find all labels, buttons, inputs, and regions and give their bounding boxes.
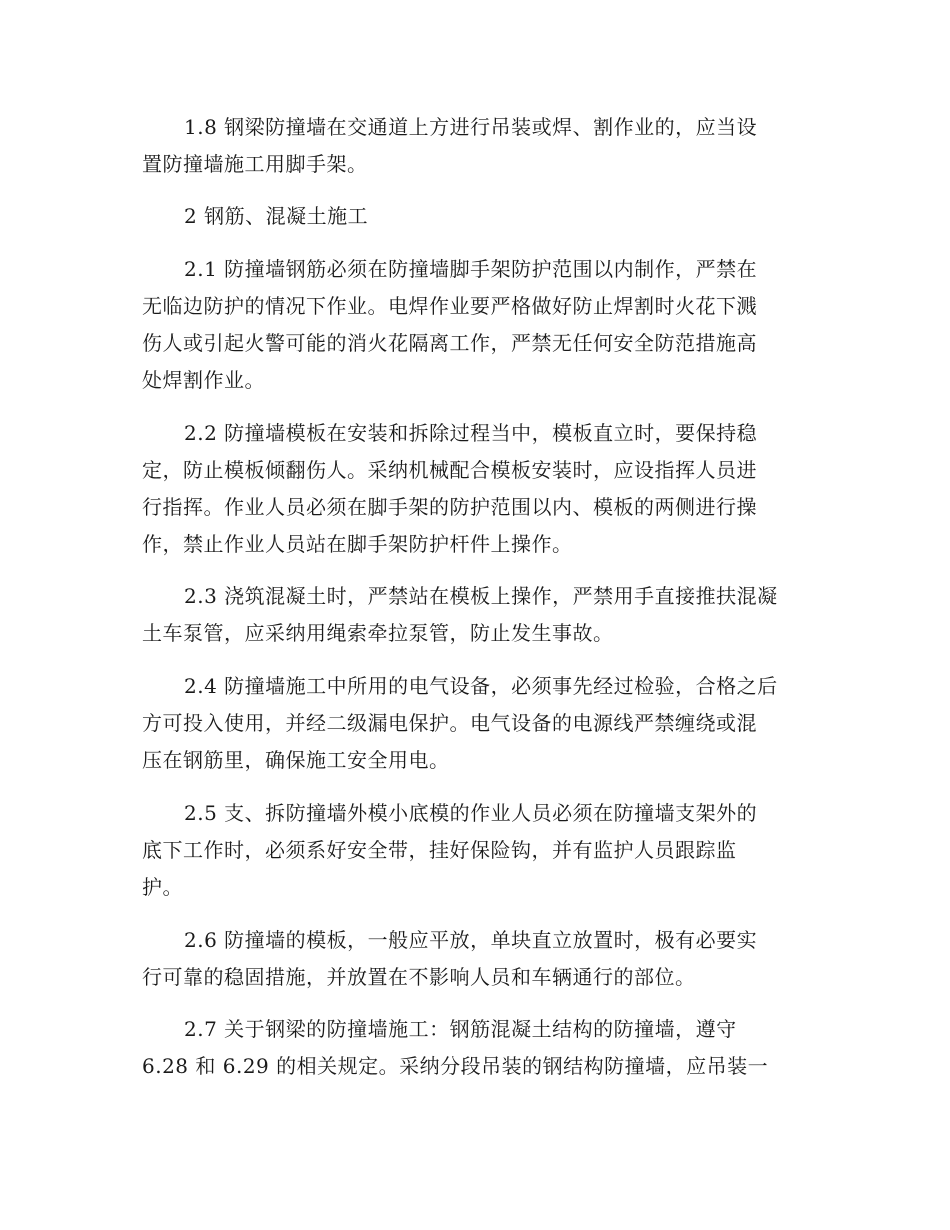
text-line: 1.8 钢梁防撞墙在交通道上方进行吊装或焊、割作业的，应当设 (184, 115, 758, 139)
paragraph-1-8 (142, 109, 822, 183)
text-line: 置防撞墙施工用脚手架。 (142, 152, 368, 176)
text-line: 作，禁止作业人员站在脚手架防护杆件上操作。 (142, 532, 573, 556)
text-line: 方可投入使用，并经二级漏电保护。电气设备的电源线严禁缠绕或混 (142, 711, 757, 735)
text-line: 压在钢筋里，确保施工安全用电。 (142, 748, 450, 772)
text-line: 行可靠的稳固措施，并放置在不影响人员和车辆通行的部位。 (142, 965, 696, 989)
text-line: 2.3 浇筑混凝土时，严禁站在模板上操作，严禁用手直接推扶混凝 (184, 584, 778, 608)
paragraph-2-5 (142, 795, 822, 906)
text-line: 护。 (142, 875, 183, 899)
text-line: 2 钢筋、混凝土施工 (184, 204, 369, 228)
text-line: 2.1 防撞墙钢筋必须在防撞墙脚手架防护范围以内制作，严禁在 (184, 257, 758, 281)
text-line: 定，防止模板倾翻伤人。采纳机械配合模板安装时，应设指挥人员进 (142, 458, 757, 482)
text-line: 2.6 防撞墙的模板，一般应平放，单块直立放置时，极有必要实 (184, 928, 758, 952)
text-line: 无临边防护的情况下作业。电焊作业要严格做好防止焊割时火花下溅 (142, 294, 757, 318)
paragraph-2-3 (142, 578, 822, 652)
text-line: 底下工作时，必须系好安全带，挂好保险钩，并有监护人员跟踪监 (142, 838, 737, 862)
text-line: 6.28 和 6.29 的相关规定。采纳分段吊装的钢结构防撞墙，应吊装一 (142, 1054, 769, 1078)
paragraph-2-2 (142, 415, 822, 563)
text-line: 2.7 关于钢梁的防撞墙施工：钢筋混凝土结构的防撞墙，遵守 (184, 1017, 737, 1041)
paragraph-2-4 (142, 668, 822, 779)
text-line: 2.4 防撞墙施工中所用的电气设备，必须事先经过检验，合格之后 (184, 674, 778, 698)
text-line: 2.5 支、拆防撞墙外模小底模的作业人员必须在防撞墙支架外的 (184, 801, 758, 825)
text-line: 伤人或引起火警可能的消火花隔离工作，严禁无任何安全防范措施高 (142, 331, 757, 355)
text-line: 处焊割作业。 (142, 368, 265, 392)
section-heading-2 (142, 198, 822, 235)
paragraph-2-6 (142, 922, 822, 996)
paragraph-2-1 (142, 251, 822, 399)
text-line: 行指挥。作业人员必须在脚手架的防护范围以内、模板的两侧进行操 (142, 495, 757, 519)
text-line: 2.2 防撞墙模板在安装和拆除过程当中，模板直立时，要保持稳 (184, 421, 758, 445)
text-line: 土车泵管，应采纳用绳索牵拉泵管，防止发生事故。 (142, 621, 614, 645)
paragraph-2-7 (142, 1011, 822, 1085)
